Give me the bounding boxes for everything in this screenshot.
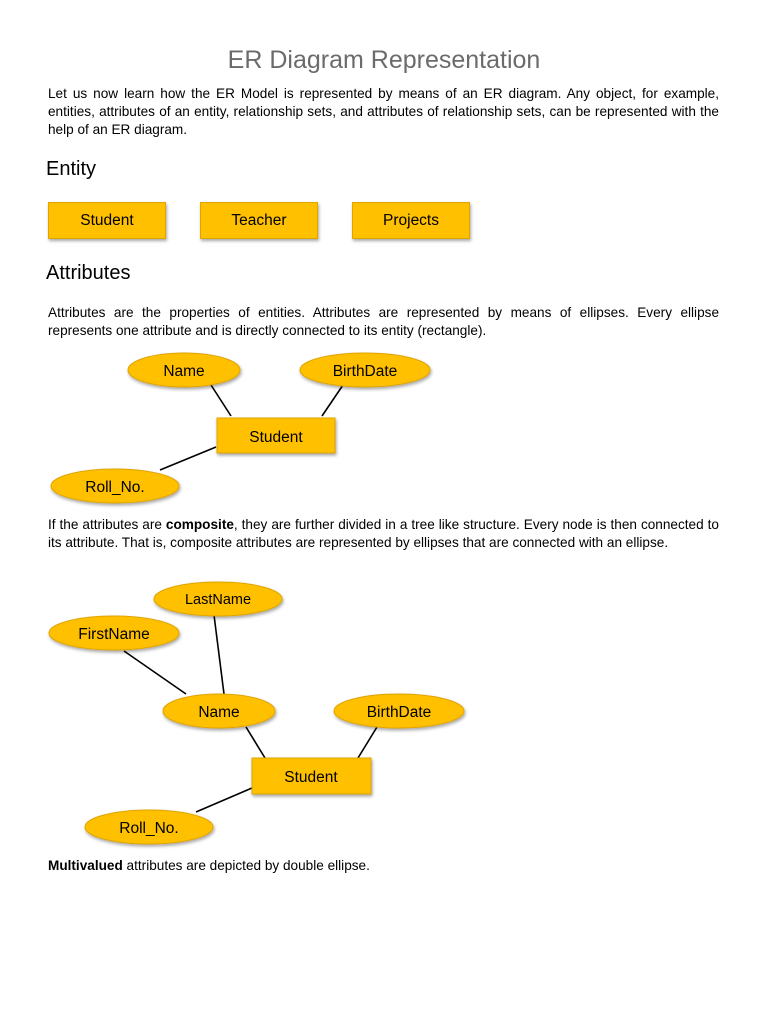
composite-bold: composite xyxy=(165,517,234,532)
entity-student: Student xyxy=(48,202,166,239)
multivalued-suffix: attributes are depicted by double ellipse. xyxy=(122,858,370,873)
page-title: ER Diagram Representation xyxy=(227,46,541,74)
attribute-name-ellipse xyxy=(163,694,275,728)
connector-line xyxy=(196,788,252,812)
attribute-label: Roll_No. xyxy=(119,820,179,837)
entity-heading: Entity xyxy=(46,158,97,180)
attribute-label: LastName xyxy=(184,592,252,608)
attribute-label: Name xyxy=(163,363,205,380)
attribute-lastname-ellipse xyxy=(154,582,282,616)
connector-line xyxy=(214,615,224,694)
attribute-birthdate-ellipse xyxy=(334,694,464,728)
attribute-label: BirthDate xyxy=(332,363,398,380)
entity-label: Student xyxy=(284,769,338,786)
multivalued-bold: Multivalued xyxy=(48,858,123,873)
composite-prefix: If the attributes are xyxy=(48,517,166,532)
attribute-label: Roll_No. xyxy=(85,479,145,496)
entity-label: Student xyxy=(249,429,303,446)
entity-teacher: Teacher xyxy=(200,202,318,239)
connector-line xyxy=(246,727,265,758)
intro-paragraph: Let us now learn how the ER Model is represented by means of an ER diagram. Any object, for example, entities, attributes of an entity, relationship sets, and attributes of relationship sets, can be represented with the help of an ER diagram. xyxy=(48,86,719,138)
attributes-heading: Attributes xyxy=(46,262,131,284)
entity-projects: Projects xyxy=(352,202,470,239)
attribute-label: Name xyxy=(198,704,240,721)
attribute-rollno-ellipse xyxy=(85,810,213,844)
multivalued-paragraph xyxy=(48,857,719,875)
attribute-label: FirstName xyxy=(78,626,150,643)
entity-student-box xyxy=(252,758,371,794)
attribute-firstname-ellipse xyxy=(49,616,179,650)
composite-suffix: , they are further divided in a tree like structure. Every node is then connected to its attribute. That is, composite attributes are represented by ellipses that are connected with an ellipse. xyxy=(48,517,719,551)
connector-line xyxy=(124,651,186,694)
connector-line xyxy=(358,727,377,758)
attributes-description: Attributes are the properties of entities. Attributes are represented by means of ellipses. Every ellipse represents one attribute and is directly connected to its entity (rectangle). xyxy=(48,305,719,339)
attribute-label: BirthDate xyxy=(366,704,432,721)
